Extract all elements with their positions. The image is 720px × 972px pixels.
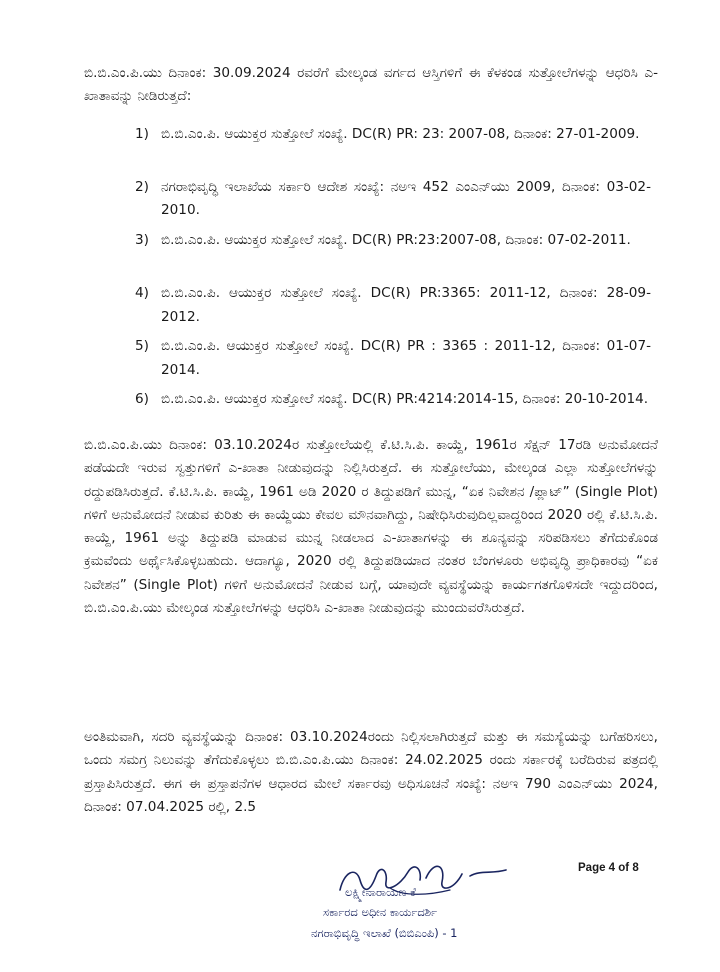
list-item-text: ನಗರಾಭಿವೃದ್ಧಿ ಇಲಾಖೆಯ ಸರ್ಕಾರಿ ಆದೇಶ ಸಂಖ್ಯೆ: ನಅಇ 452 ಎಂಎನ್‌ಯು 2009, ದಿನಾಂಕ: 03-02-2010.	[161, 179, 651, 219]
list-item-text: ಬಿ.ಬಿ.ಎಂ.ಪಿ. ಆಯುಕ್ತರ ಸುತ್ತೋಲೆ ಸಂಖ್ಯೆ. DC(R) PR:23:2007-08, ದಿನಾಂಕ: 07-02-2011.	[161, 232, 631, 249]
list-item-number: 2)	[135, 179, 149, 196]
list-item-number: 4)	[135, 285, 149, 302]
list-item	[131, 176, 651, 223]
list-item	[131, 229, 651, 276]
list-item-number: 3)	[135, 232, 149, 249]
list-item-number: 5)	[135, 338, 149, 355]
body-paragraph-second: ಬಿ.ಬಿ.ಎಂ.ಪಿ.ಯು ದಿನಾಂಕ: 03.10.2024ರ ಸುತ್ತೋಲೆಯಲ್ಲಿ ಕೆ.ಟಿ.ಸಿ.ಪಿ. ಕಾಯ್ದೆ, 1961ರ ಸೆಕ್ಷನ್ 17ರಡಿ ಅನುಮೋದನೆ ಪಡೆಯದೇ ಇರುವ ಸ್ವತ್ತುಗಳಿಗೆ ಎ-ಖಾತಾ ನೀಡುವುದನ್ನು ನಿಲ್ಲಿಸಿರುತ್ತದೆ. ಈ ಸುತ್ತೋಲೆಯು, ಮೇಲ್ಕಂಡ ಎಲ್ಲಾ ಸುತ್ತೋಲೆಗಳನ್ನು ರದ್ದುಪಡಿಸಿರುತ್ತದೆ. ಕೆ.ಟಿ.ಸಿ.ಪಿ. ಕಾಯ್ದೆ, 1961 ಅಡಿ 2020 ರ ತಿದ್ದುಪಡಿಗೆ ಮುನ್ನ, “ಏಕ ನಿವೇಶನ /ಪ್ಲಾಟ್” (Single Plot) ಗಳಿಗೆ ಅನುಮೋದನೆ ನೀಡುವ ಕುರಿತು ಈ ಕಾಯ್ದೆಯು ಕೇವಲ ಮೌನವಾಗಿದ್ದು, ನಿಷೇಧಿಸಿರುವುದಿಲ್ಲವಾದ್ದರಿಂದ 2020 ರಲ್ಲಿ ಕೆ.ಟಿ.ಸಿ.ಪಿ. ಕಾಯ್ದೆ, 1961 ಅನ್ನು ತಿದ್ದುಪಡಿ ಮಾಡುವ ಮುನ್ನ ನೀಡಲಾದ ಎ-ಖಾತಾಗಳನ್ನು ಈ ಶೂನ್ಯವನ್ನು ಸರಿಪಡಿಸಲು ತೆಗೆದುಕೊಂಡ ಕ್ರಮವೆಂದು ಅರ್ಥೈಸಿಕೊಳ್ಳಬಹುದು. ಆದಾಗ್ಯೂ, 2020 ರಲ್ಲಿ ತಿದ್ದುಪಡಿಯಾದ ನಂತರ ಬೆಂಗಳೂರು ಅಭಿವೃದ್ಧಿ ಪ್ರಾಧಿಕಾರವು “ಏಕ ನಿವೇಶನ” (Single Plot) ಗಳಿಗೆ ಅನುಮೋದನೆ ನೀಡುವ ಬಗ್ಗೆ, ಯಾವುದೇ ವ್ಯವಸ್ಥೆಯನ್ನು ಕಾರ್ಯಗತಗೊಳಿಸದೇ ಇದ್ದುದರಿಂದ, ಬಿ.ಬಿ.ಎಂ.ಪಿ.ಯು ಮೇಲ್ಕಂಡ ಸುತ್ತೋಲೆಗಳನ್ನು ಆಧರಿಸಿ ಎ-ಖಾತಾ ನೀಡುವುದನ್ನು ಮುಂದುವರೆಸಿರುತ್ತದೆ.	[84, 437, 658, 617]
body-paragraph-third: ಅಂತಿಮವಾಗಿ, ಸದರಿ ವ್ಯವಸ್ಥೆಯನ್ನು ದಿನಾಂಕ: 03.10.2024ರಂದು ನಿಲ್ಲಿಸಲಾಗಿರುತ್ತದೆ ಮತ್ತು ಈ ಸಮಸ್ಯೆಯನ್ನು ಬಗೆಹರಿಸಲು, ಒಂದು ಸಮಗ್ರ ನಿಲುವನ್ನು ತೆಗೆದುಕೊಳ್ಳಲು ಬಿ.ಬಿ.ಎಂ.ಪಿ.ಯು ದಿನಾಂಕ: 24.02.2025 ರಂದು ಸರ್ಕಾರಕ್ಕೆ ಬರೆದಿರುವ ಪತ್ರದಲ್ಲಿ ಪ್ರಸ್ತಾಪಿಸಿರುತ್ತದೆ. ಈಗ ಈ ಪ್ರಸ್ತಾಪನೆಗಳ ಆಧಾರದ ಮೇಲೆ ಸರ್ಕಾರವು ಅಧಿಸೂಚನೆ ಸಂಖ್ಯೆ: ನಅಇ 790 ಎಂಎನ್‌ಯು 2024, ದಿನಾಂಕ: 07.04.2025 ರಲ್ಲಿ, 2.5	[84, 729, 658, 815]
list-item	[131, 123, 651, 170]
circular-list	[131, 123, 651, 442]
list-item-text: ಬಿ.ಬಿ.ಎಂ.ಪಿ. ಆಯುಕ್ತರ ಸುತ್ತೋಲೆ ಸಂಖ್ಯೆ. DC(R) PR: 23: 2007-08, ದಿನಾಂಕ: 27-01-2009.	[161, 126, 640, 142]
list-item-number: 6)	[135, 391, 149, 408]
signature-name: ಲಕ್ಷ್ಮೀನಾರಾಯಣ ಕೆ	[345, 885, 416, 899]
page-number: Page 4 of 8	[578, 862, 639, 874]
list-item	[131, 388, 651, 435]
list-item-number: 1)	[135, 126, 149, 142]
list-item-text: ಬಿ.ಬಿ.ಎಂ.ಪಿ. ಆಯುಕ್ತರ ಸುತ್ತೋಲೆ ಸಂಖ್ಯೆ. DC(R) PR : 3365 : 2011-12, ದಿನಾಂಕ: 01-07-2014.	[161, 338, 651, 378]
list-item-text: ಬಿ.ಬಿ.ಎಂ.ಪಿ. ಆಯುಕ್ತರ ಸುತ್ತೋಲೆ ಸಂಖ್ಯೆ. DC(R) PR:3365: 2011-12, ದಿನಾಂಕ: 28-09-2012.	[161, 285, 651, 325]
intro-paragraph: ಬಿ.ಬಿ.ಎಂ.ಪಿ.ಯು ದಿನಾಂಕ: 30.09.2024 ರವರೆಗೆ ಮೇಲ್ಕಂಡ ವರ್ಗದ ಆಸ್ತಿಗಳಿಗೆ ಈ ಕೆಳಕಂಡ ಸುತ್ತೋಲೆಗಳನ್ನು ಆಧರಿಸಿ ಎ-ಖಾತಾವನ್ನು ನೀಡಿರುತ್ತದೆ:	[84, 65, 658, 105]
signature-department: ನಗರಾಭಿವೃದ್ಧಿ ಇಲಾಖೆ (ಬಿಬಿಎಂಪಿ) - 1	[311, 926, 458, 940]
list-item	[131, 282, 651, 329]
list-item-text: ಬಿ.ಬಿ.ಎಂ.ಪಿ. ಆಯುಕ್ತರ ಸುತ್ತೋಲೆ ಸಂಖ್ಯೆ. DC(R) PR:4214:2014-15, ದಿನಾಂಕ: 20-10-2014.	[161, 391, 649, 408]
list-item	[131, 335, 651, 382]
signature-title: ಸರ್ಕಾರದ ಅಧೀನ ಕಾರ್ಯದರ್ಶಿ	[323, 905, 438, 919]
